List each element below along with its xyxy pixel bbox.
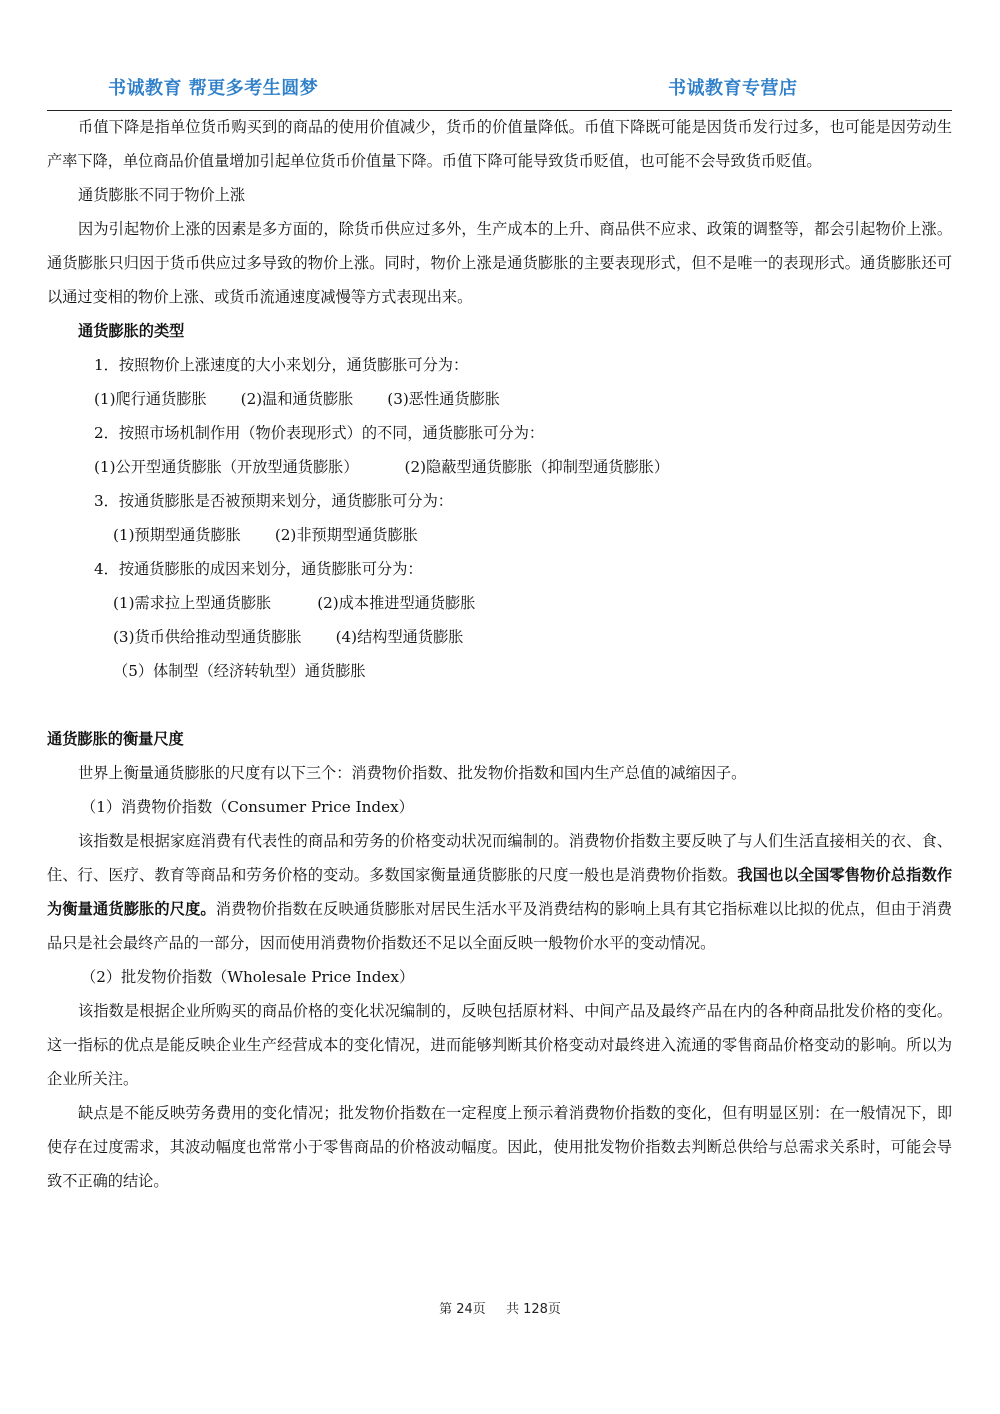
spacer <box>47 688 952 722</box>
subheading: 通货膨胀不同于物价上涨 <box>78 186 246 204</box>
text-run: 该指数是根据家庭消费有代表性的商品和劳务的价格变动状况而编制的。消费物价指数主要反映了与人们生活直接相关的衣、食、住、行、医疗、教育等商品和劳务价格的变动。多数国家衡量通货膨胀的尺度一般也是消费物价指数。 <box>47 832 952 884</box>
type-items-4b <box>47 620 952 654</box>
paragraph: 缺点是不能反映劳务费用的变化情况；批发物价指数在一定程度上预示着消费物价指数的变化，但有明显区别：在一般情况下，即使存在过度需求，其波动幅度也常常小于零售商品的价格波动幅度。因此，使用批发物价指数去判断总供给与总需求关系时，可能会导致不正确的结论。 <box>47 1104 952 1190</box>
list-item: (1)预期型通货膨胀 <box>113 526 241 544</box>
header-right-title: 书诚教育专营店 <box>668 78 798 99</box>
list-item: (3)恶性通货膨胀 <box>387 390 500 408</box>
header-left-title: 书诚教育 帮更多考生圆梦 <box>108 78 319 99</box>
paragraph: 该指数是根据企业所购买的商品价格的变化状况编制的，反映包括原材料、中间产品及最终产品在内的各种商品批发价格的变化。这一指标的优点是能反映企业生产经营成本的变化情况，进而能够判断其价格变动对最终进入流通的零售商品价格变动的影响。所以为企业所关注。 <box>47 1002 952 1088</box>
bold-text-run: 我国也以全国零售物价总指数作为衡量通货膨胀的尺度。 <box>47 866 953 918</box>
page-total: 共 128页 <box>505 1302 561 1317</box>
list-item: (2)隐蔽型通货膨胀（抑制型通货膨胀） <box>404 458 670 476</box>
type-category-4: 4．按通货膨胀的成因来划分，通货膨胀可分为： <box>94 560 423 578</box>
paragraph: 因为引起物价上涨的因素是多方面的，除货币供应过多外，生产成本的上升、商品供不应求、政策的调整等，都会引起物价上涨。通货膨胀只归因于货币供应过多导致的物价上涨。同时，物价上涨是通货膨胀的主要表现形式，但不是唯一的表现形式。通货膨胀还可以通过变相的物价上涨、或货币流通速度减慢等方式表现出来。 <box>47 220 952 306</box>
type-category-3: 3．按通货膨胀是否被预期来划分，通货膨胀可分为： <box>94 492 453 510</box>
cpi-title: （1）消费物价指数（Consumer Price Index） <box>81 798 414 816</box>
type-category-2: 2．按照市场机制作用（物价表现形式）的不同，通货膨胀可分为： <box>94 424 545 442</box>
list-item: (4)结构型通货膨胀 <box>335 628 464 646</box>
type-items-3 <box>47 518 952 552</box>
list-item: (2)温和通货膨胀 <box>240 390 354 408</box>
cpi-paragraph <box>47 824 952 960</box>
text-run: 消费物价指数在反映通货膨胀对居民生活水平及消费结构的影响上具有其它指标难以比拟的优点，但由于消费品只是社会最终产品的一部分，因而使用消费物价指数还不足以全面反映一般物价水平的变动情况。 <box>47 900 953 952</box>
document-body <box>47 110 952 1198</box>
paragraph: 世界上衡量通货膨胀的尺度有以下三个：消费物价指数、批发物价指数和国内生产总值的减缩因子。 <box>78 764 747 782</box>
page-number: 第 24页 <box>439 1302 486 1317</box>
type-items-4a <box>47 586 952 620</box>
paragraph: 币值下降是指单位货币购买到的商品的使用价值减少，货币的价值量降低。币值下降既可能是因货币发行过多，也可能是因劳动生产率下降，单位商品价值量增加引起单位货币价值量下降。币值下降可能导致货币贬值，也可能不会导致货币贬值。 <box>47 118 952 170</box>
page-footer <box>0 1298 1000 1317</box>
wpi-title: （2）批发物价指数（Wholesale Price Index） <box>81 968 415 986</box>
type-items-2 <box>47 450 952 484</box>
list-item: （5）体制型（经济转轨型）通货膨胀 <box>113 662 366 680</box>
type-items-1 <box>47 382 952 416</box>
section-heading-measure: 通货膨胀的衡量尺度 <box>47 730 184 748</box>
list-item: (2)成本推进型通货膨胀 <box>317 594 476 612</box>
list-item: (3)货币供给推动型通货膨胀 <box>113 628 302 646</box>
section-heading-types: 通货膨胀的类型 <box>78 322 185 340</box>
list-item: (1)爬行通货膨胀 <box>94 390 207 408</box>
list-item: (2)非预期型通货膨胀 <box>274 526 418 544</box>
type-category-1: 1．按照物价上涨速度的大小来划分，通货膨胀可分为： <box>94 356 469 374</box>
type-items-4c <box>47 654 952 688</box>
list-item: (1)公开型通货膨胀（开放型通货膨胀） <box>94 458 359 476</box>
list-item: (1)需求拉上型通货膨胀 <box>113 594 272 612</box>
